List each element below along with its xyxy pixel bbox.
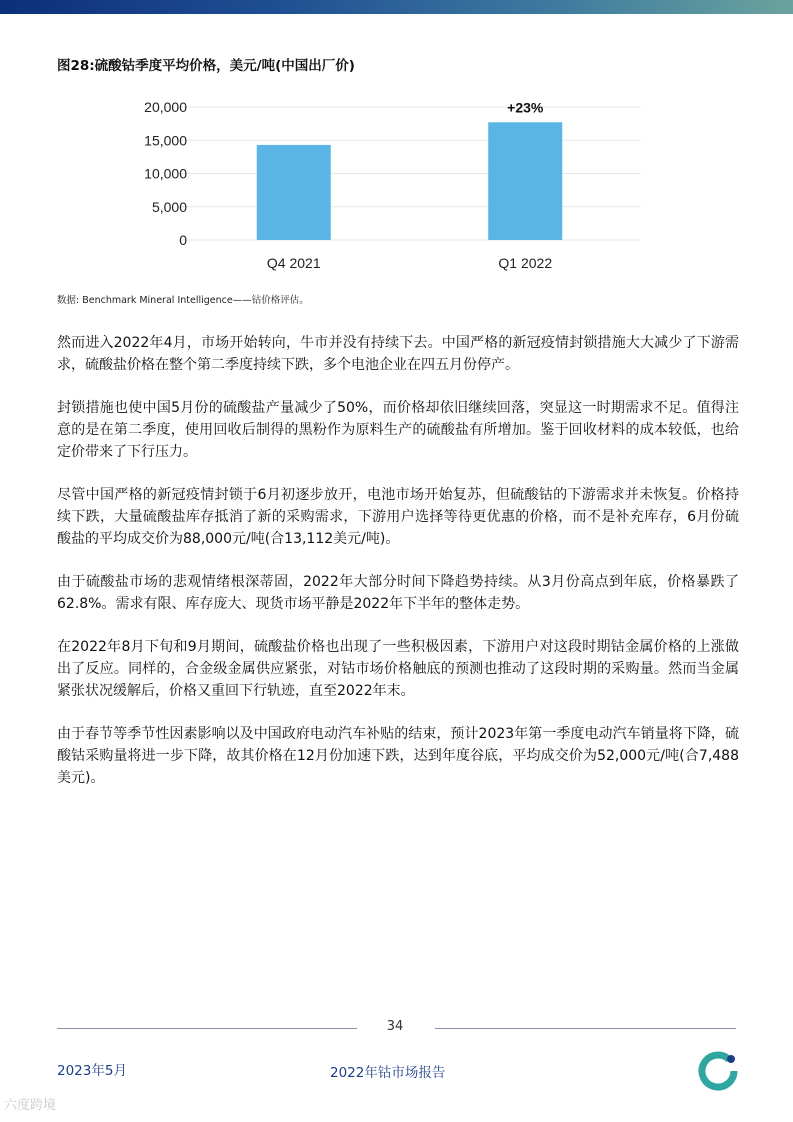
paragraph: 然而进入2022年4月，市场开始转向，牛市并没有持续下去。中国严格的新冠疫情封锁措施大大减少了下游需求，硫酸盐价格在整个第二季度持续下跌，多个电池企业在四五月份停产。 bbox=[57, 335, 739, 373]
bar bbox=[488, 122, 562, 240]
watermark: 六度跨境 bbox=[4, 1098, 57, 1113]
paragraph: 尽管中国严格的新冠疫情封锁于6月初逐步放开，电池市场开始复苏，但硫酸钴的下游需求并未恢复。价格持 续下跌，大量硫酸盐库存抵消了新的采购需求，下游用户选择等待更优惠的价格，而不是补充库存，6月份硫 酸盐的平均成交价为88,000元/吨(合13,112美元/吨)。 bbox=[57, 487, 739, 547]
bar-chart bbox=[0, 0, 793, 290]
y-tick-label: 0 bbox=[179, 232, 187, 248]
bar bbox=[257, 145, 331, 240]
x-tick-label: Q4 2021 bbox=[266, 255, 321, 271]
paragraph: 由于硫酸盐市场的悲观情绪根深蒂固，2022年大部分时间下降趋势持续。从3月份高点到年底，价格暴跌了 62.8%。需求有限、库存庞大、现货市场平静是2022年下半年的整体走势。 bbox=[57, 574, 739, 612]
data-label: +23% bbox=[507, 99, 544, 116]
paragraph: 在2022年8月下旬和9月期间，硫酸盐价格也出现了一些积极因素，下游用户对这段时期钴金属价格的上涨做 出了反应。同样的，合金级金属供应紧张，对钴市场价格触底的预测也推动了这段时期的采购量。然而当金属 紧张状况缓解后，价格又重回下行轨迹，直至2022年末。 bbox=[57, 639, 739, 699]
footer-divider-right bbox=[435, 1028, 736, 1029]
page-number: 34 bbox=[386, 1019, 404, 1034]
body-text bbox=[57, 332, 739, 810]
paragraph: 由于春节等季节性因素影响以及中国政府电动汽车补贴的结束，预计2023年第一季度电动汽车销量将下降，硫 酸钴采购量将进一步下降，故其价格在12月份加速下跌，达到年度谷底，平均成交价为52,000元/吨(合7,488 美元)。 bbox=[57, 726, 739, 786]
y-tick-label: 20,000 bbox=[144, 99, 187, 115]
footer-report-title: 2022年钴市场报告 bbox=[330, 1065, 446, 1081]
footer-date: 2023年5月 bbox=[57, 1063, 127, 1079]
y-tick-label: 10,000 bbox=[144, 165, 187, 182]
chart-source: 数据: Benchmark Mineral Intelligence——钴价格评估。 bbox=[57, 295, 309, 306]
y-tick-label: 5,000 bbox=[151, 198, 187, 215]
y-tick-label: 15,000 bbox=[144, 132, 187, 149]
paragraph: 封锁措施也使中国5月份的硫酸盐产量减少了50%，而价格却依旧继续回落，突显这一时期需求不足。值得注 意的是在第二季度，使用回收后制得的黑粉作为原料生产的硫酸盐有所增加。鉴于回收材料的成本较低，也给 定价带来了下行压力。 bbox=[57, 400, 739, 460]
cobalt-institute-logo-icon bbox=[698, 1051, 738, 1091]
figure-title: 图28:硫酸钴季度平均价格，美元/吨(中国出厂价) bbox=[57, 58, 355, 74]
x-tick-label: Q1 2022 bbox=[498, 255, 553, 271]
footer-divider-left bbox=[57, 1028, 357, 1029]
